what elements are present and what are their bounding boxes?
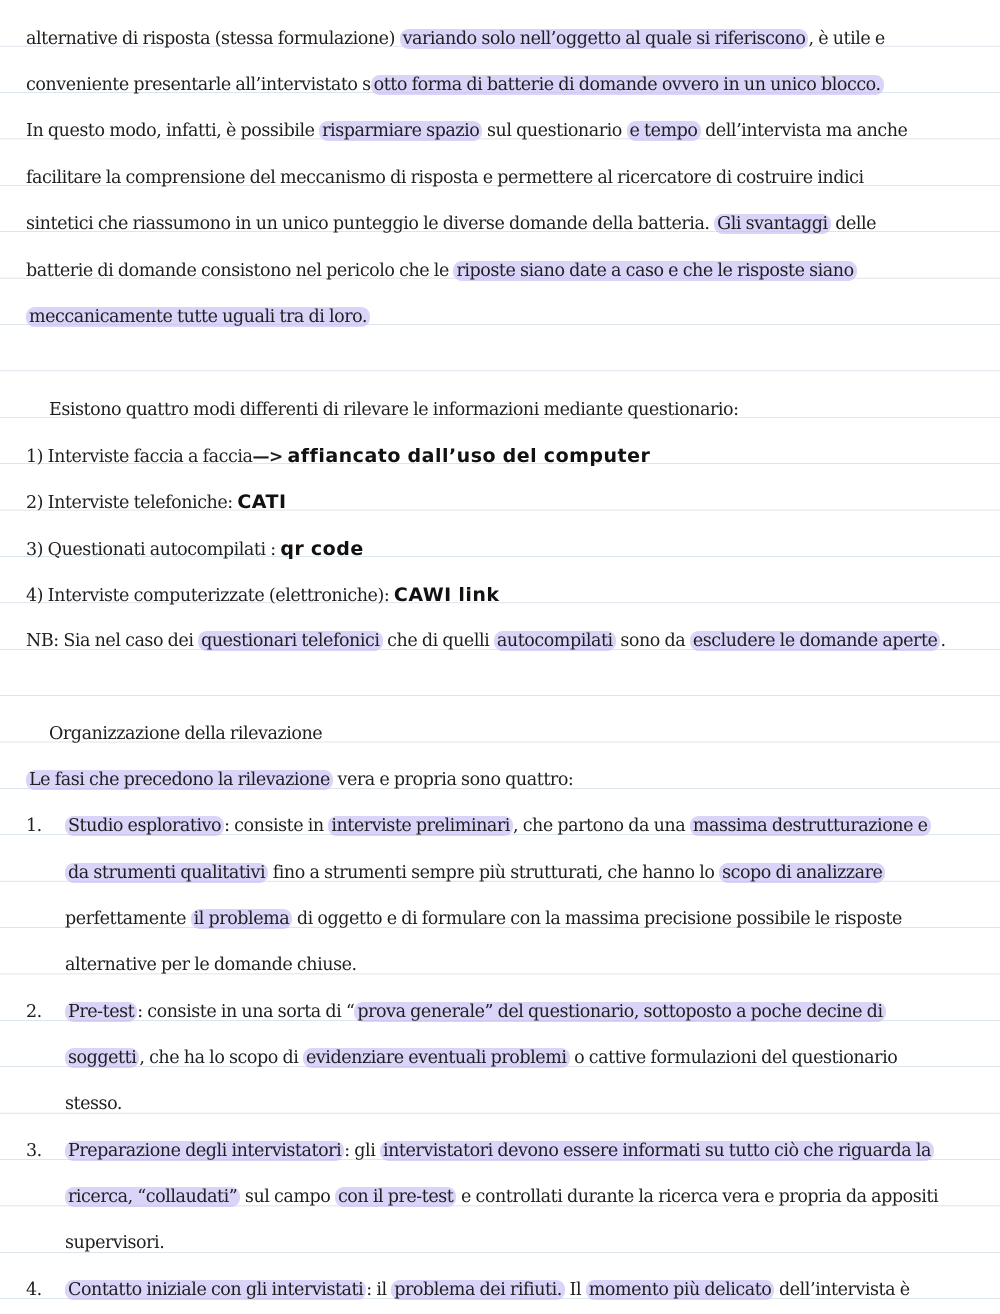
text-line — [26, 256, 974, 286]
highlight: escludere le domande aperte — [690, 631, 941, 651]
highlight: prova generale” del questionario, sottoposto a poche decine di — [354, 1002, 885, 1022]
text-run: Il — [564, 1280, 586, 1300]
text-run: batterie di domande consistono nel pericolo che le — [26, 261, 454, 281]
text-run: di oggetto e di formulare con la massima precisione possibile le risposte — [292, 909, 902, 929]
highlight: il problema — [191, 909, 293, 929]
highlight: interviste preliminari — [328, 816, 513, 836]
text-run: 4) Interviste computerizzate (elettroniche) — [26, 586, 384, 606]
highlight: e tempo — [627, 121, 701, 141]
handwritten-note: qr code — [280, 538, 364, 560]
separator: : — [227, 493, 233, 513]
text-run: conveniente presentarle all’intervistato s — [26, 75, 371, 95]
handwritten-note: CAWI link — [393, 584, 500, 606]
highlight: ricerca, “collaudati” — [65, 1187, 240, 1207]
text-run: fino a strumenti sempre più strutturati, che hanno lo — [268, 863, 720, 883]
text-run: 1) Interviste faccia a faccia — [26, 447, 253, 467]
text-line — [65, 858, 974, 888]
list-item — [26, 1136, 974, 1166]
section-heading: Organizzazione della rilevazione — [49, 724, 323, 744]
highlight: meccanicamente tutte uguali tra di loro. — [26, 307, 370, 327]
text-run: NB: Sia nel caso dei — [26, 631, 199, 651]
text-run: delle — [830, 214, 877, 234]
text-run: perfettamente — [65, 909, 191, 929]
list-number: 3. — [26, 1141, 42, 1161]
text-line — [26, 302, 974, 332]
text-run: dell’intervista è — [774, 1280, 910, 1300]
text-line — [65, 1043, 974, 1073]
mode-item — [26, 534, 974, 564]
text-run: sul campo — [240, 1187, 335, 1207]
highlight: soggetti — [65, 1048, 139, 1068]
text-run: vera e propria sono quattro: — [332, 770, 574, 790]
mode-item — [26, 441, 974, 471]
text-line: facilitare la comprensione del meccanismo di risposta e permettere al ricercatore di costruire indici — [26, 168, 864, 188]
text-run: , che ha lo scopo di — [139, 1048, 303, 1068]
highlight: autocompilati — [494, 631, 616, 651]
modes-intro: Esistono quattro modi differenti di rilevare le informazioni mediante questionario: — [49, 400, 739, 420]
highlight: Studio esplorativo — [65, 816, 224, 836]
text-run: : consiste in — [224, 816, 329, 836]
handwritten-note: affiancato dall’uso del computer — [287, 445, 651, 467]
list-item — [26, 997, 974, 1027]
text-run: sintetici che riassumono in un unico punteggio le diverse domande della batteria. — [26, 214, 715, 234]
mode-item — [26, 580, 974, 610]
highlight: Pre-test — [65, 1002, 137, 1022]
text-run: 2) Interviste telefoniche — [26, 493, 228, 513]
list-number: 4. — [26, 1280, 42, 1300]
text-line: alternative per le domande chiuse. — [65, 955, 357, 975]
text-line — [26, 209, 974, 239]
text-run: 3) Questionati autocompilati — [26, 540, 266, 560]
handwritten-note: CATI — [237, 491, 287, 513]
arrow-icon: —> — [252, 447, 283, 467]
text-line: stesso. — [65, 1094, 122, 1114]
text-run: : gli — [344, 1141, 380, 1161]
text-run: e controllati durante la ricerca vera e propria da appositi — [456, 1187, 939, 1207]
text-run: sul questionario — [482, 121, 627, 141]
highlight: problema dei rifiuti. — [391, 1280, 565, 1300]
highlight: massima destrutturazione e — [690, 816, 931, 836]
text-run: In questo modo, infatti, è possibile — [26, 121, 320, 141]
highlight: evidenziare eventuali problemi — [303, 1048, 570, 1068]
highlight: riposte siano date a caso e che le risposte siano — [453, 261, 856, 281]
text-run: : il — [366, 1280, 392, 1300]
text-line — [26, 116, 974, 146]
nb-line — [26, 626, 974, 656]
text-line: supervisori. — [65, 1233, 165, 1253]
text-line — [65, 904, 974, 934]
highlight: con il pre-test — [335, 1187, 456, 1207]
text-line — [26, 24, 974, 54]
text-run: alternative di risposta (stessa formulazione) — [26, 29, 400, 49]
text-run: sono da — [615, 631, 690, 651]
list-number: 1. — [26, 816, 42, 836]
text-line — [26, 70, 974, 100]
highlight: Preparazione degli intervistatori — [65, 1141, 344, 1161]
list-item — [26, 1275, 974, 1305]
text-run: : consiste in una sorta di “ — [137, 1002, 355, 1022]
highlight: da strumenti qualitativi — [65, 863, 268, 883]
highlight: Le fasi che precedono la rilevazione — [26, 770, 333, 790]
text-run: . — [940, 631, 946, 651]
mode-item — [26, 487, 974, 517]
highlight: momento più delicato — [586, 1280, 775, 1300]
highlight: scopo di analizzare — [719, 863, 885, 883]
highlight: Gli svantaggi — [714, 214, 830, 234]
separator: : — [383, 586, 390, 606]
text-run: , che partono da una — [512, 816, 690, 836]
text-run: dell’intervista ma anche — [700, 121, 908, 141]
text-run: che di quelli — [382, 631, 494, 651]
highlight: questionari telefonici — [198, 631, 382, 651]
text-run: , è utile e — [808, 29, 885, 49]
highlight: intervistatori devono essere informati su tutto ciò che riguarda la — [380, 1141, 934, 1161]
text-line — [65, 1182, 974, 1212]
text-line — [26, 765, 974, 795]
highlight: risparmiare spazio — [319, 121, 482, 141]
list-item — [26, 811, 974, 841]
highlight: otto forma di batterie di domande ovvero in un unico blocco. — [371, 75, 884, 95]
separator: : — [270, 540, 276, 560]
text-run: o cattive formulazioni del questionario — [569, 1048, 898, 1068]
highlight: Contatto iniziale con gli intervistati — [65, 1280, 366, 1300]
highlight: variando solo nell’oggetto al quale si riferiscono — [400, 29, 809, 49]
list-number: 2. — [26, 1002, 42, 1022]
